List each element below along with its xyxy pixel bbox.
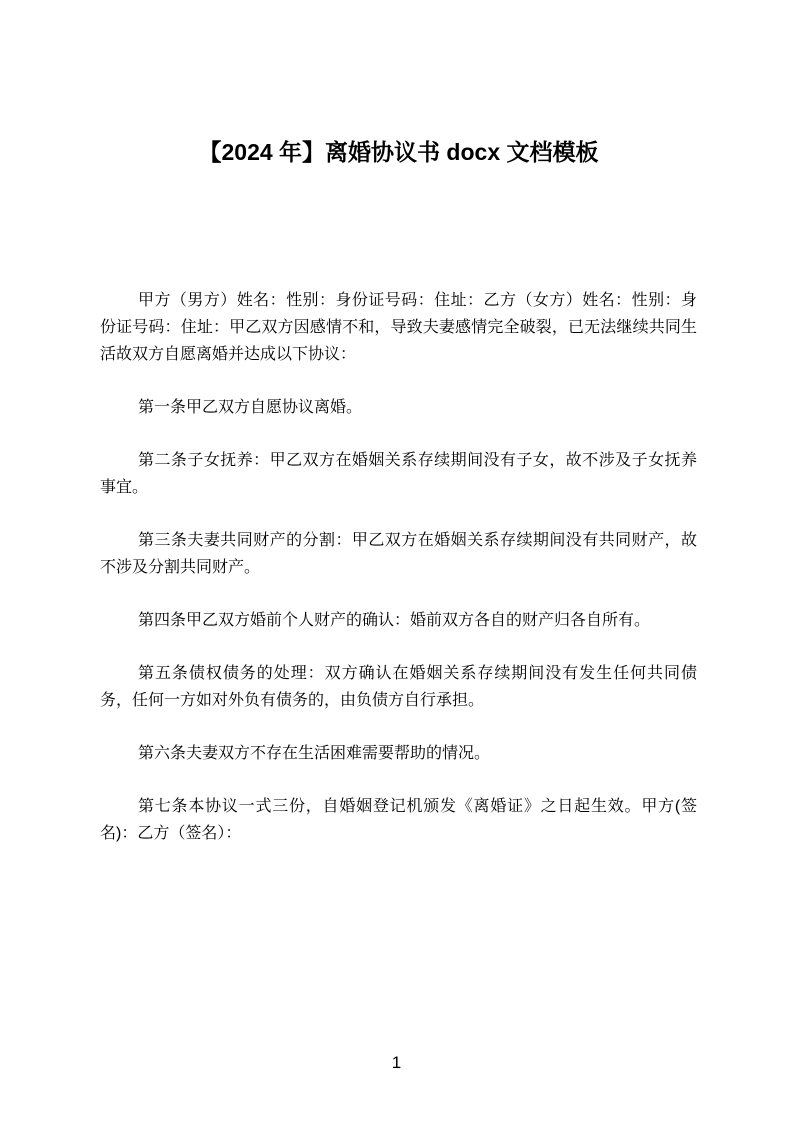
page-number: 1 <box>391 1053 402 1072</box>
document-body <box>100 287 697 873</box>
document-title: 【2024 年】离婚协议书 docx 文档模板 <box>198 139 599 165</box>
paragraph: 第三条夫妻共同财产的分割：甲乙双方在婚姻关系存续期间没有共同财产，故不涉及分割共同财产。 <box>100 532 697 576</box>
paragraph: 第五条债权债务的处理：双方确认在婚姻关系存续期间没有发生任何共同债务，任何一方如对外负有债务的，由负债方自行承担。 <box>100 665 697 709</box>
paragraph: 第二条子女抚养：甲乙双方在婚姻关系存续期间没有子女，故不涉及子女抚养事宜。 <box>100 452 697 496</box>
paragraph: 第六条夫妻双方不存在生活困难需要帮助的情况。 <box>138 745 491 762</box>
paragraph: 甲方（男方）姓名：性别：身份证号码：住址：乙方（女方）姓名：性别：身份证号码：住址：甲乙双方因感情不和，导致夫妻感情完全破裂，已无法继续共同生活故双方自愿离婚并达成以下协议： <box>100 292 697 363</box>
paragraph: 第一条甲乙双方自愿协议离婚。 <box>138 399 363 416</box>
paragraph: 第七条本协议一式三份，自婚姻登记机颁发《离婚证》之日起生效。甲方(签名)：乙方（签名）： <box>100 798 697 842</box>
paragraph: 第四条甲乙双方婚前个人财产的确认：婚前双方各自的财产归各自所有。 <box>138 612 651 629</box>
